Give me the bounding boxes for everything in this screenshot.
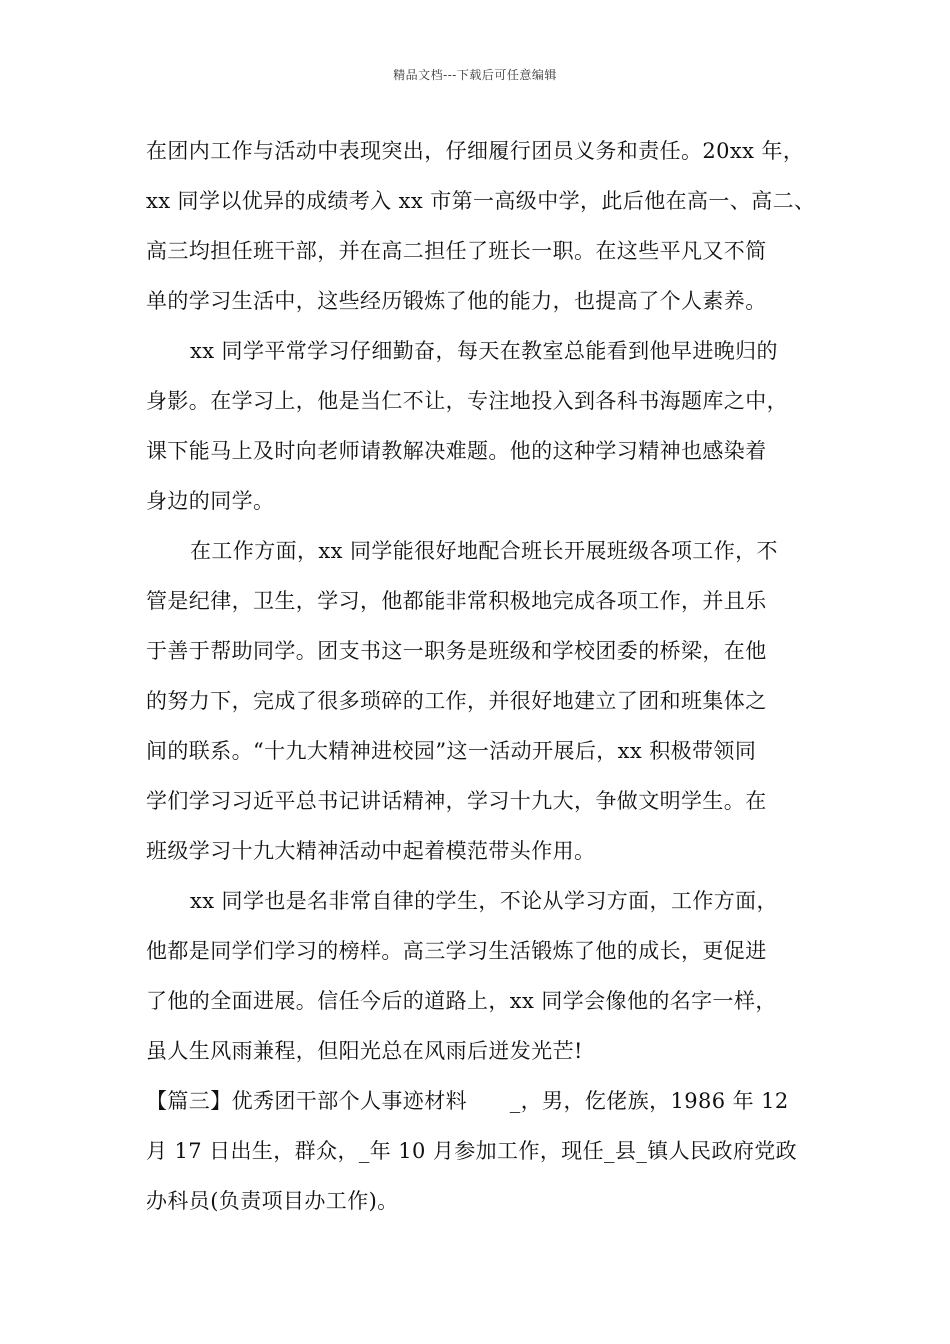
text-line: 学们学习习近平总书记讲话精神，学习十九大，争做文明学生。在: [146, 789, 767, 813]
page-header: 精品文档---下载后可任意编辑: [393, 68, 557, 82]
paragraph-first-line: 在工作方面，xx 同学能很好地配合班长开展班级各项工作，不: [190, 539, 778, 563]
text-line: 他都是同学们学习的榜样。高三学习生活锻炼了他的成长，更促进: [146, 939, 767, 963]
paragraph-first-line: xx 同学平常学习仔细勤奋，每天在教室总能看到他早进晚归的: [190, 339, 778, 363]
text-line: 身边的同学。: [146, 489, 275, 513]
text-line: 单的学习生活中，这些经历锻炼了他的能力，也提高了个人素养。: [146, 289, 767, 313]
text-line: 月 17 日出生，群众，_年 10 月参加工作，现任_县_镇人民政府党政: [146, 1139, 798, 1163]
text-line: 课下能马上及时向老师请教解决难题。他的这种学习精神也感染着: [146, 439, 767, 463]
text-line: 于善于帮助同学。团支书这一职务是班级和学校团委的桥梁，在他: [146, 639, 767, 663]
text-line: 的努力下，完成了很多琐碎的工作，并很好地建立了团和班集体之: [146, 689, 767, 713]
paragraph-first-line: xx 同学也是名非常自律的学生，不论从学习方面，工作方面，: [190, 889, 778, 913]
text-line: 班级学习十九大精神活动中起着模范带头作用。: [146, 839, 596, 863]
text-line: 间的联系。“十九大精神进校园”这一活动开展后，xx 积极带领同: [146, 739, 757, 763]
section-heading-line: 【篇三】优秀团干部个人事迹材料 _，男，仡佬族，1986 年 12: [146, 1089, 789, 1113]
text-line: 了他的全面进展。信任今后的道路上，xx 同学会像他的名字一样，: [146, 989, 777, 1013]
text-line: xx 同学以优异的成绩考入 xx 市第一高级中学，此后他在高一、高二、: [146, 189, 816, 213]
text-line: 身影。在学习上，他是当仁不让，专注地投入到各科书海题库之中，: [146, 389, 788, 413]
text-line: 在团内工作与活动中表现突出，仔细履行团员义务和责任。20xx 年，: [146, 139, 805, 163]
text-line: 管是纪律，卫生，学习，他都能非常积极地完成各项工作，并且乐: [146, 589, 767, 613]
text-line: 高三均担任班干部，并在高二担任了班长一职。在这些平凡又不简: [146, 239, 767, 263]
text-line: 虽人生风雨兼程，但阳光总在风雨后迸发光芒!: [146, 1039, 583, 1063]
text-line: 办科员(负责项目办工作)。: [146, 1189, 399, 1213]
